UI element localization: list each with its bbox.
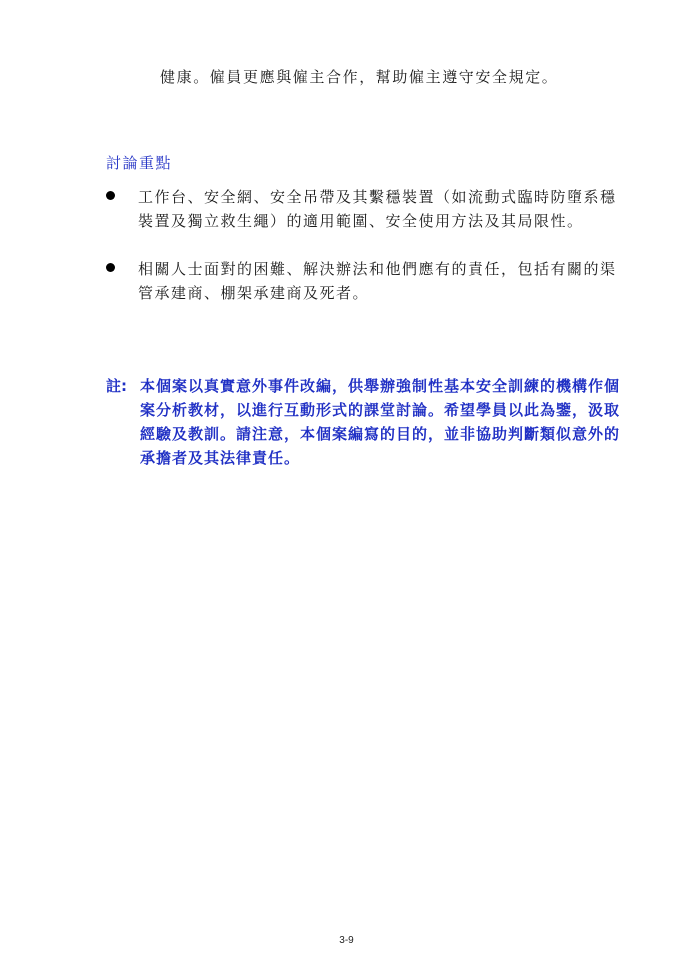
bullet-icon	[106, 263, 115, 272]
bullet-icon	[106, 191, 115, 200]
discussion-points-list	[106, 185, 626, 329]
list-item	[106, 185, 626, 233]
intro-paragraph-tail: 健康。僱員更應與僱主合作，幫助僱主遵守安全規定。	[160, 68, 559, 86]
note-block	[106, 374, 626, 470]
note-text: 本個案以真實意外事件改編，供舉辦強制性基本安全訓練的機構作個案分析教材，以進行互動形式的課堂討論。希望學員以此為鑒，汲取經驗及教訓。請注意，本個案編寫的目的，並非協助判斷類似意外的承擔者及其法律責任。	[140, 377, 621, 467]
list-item-text: 工作台、安全網、安全吊帶及其繫穩裝置（如流動式臨時防墮系穩裝置及獨立救生繩）的適用範圍、安全使用方法及其局限性。	[138, 188, 617, 230]
page-number: 3-9	[339, 935, 354, 946]
section-heading-discussion-points: 討論重點	[106, 154, 173, 172]
list-item	[106, 257, 626, 305]
list-item-text: 相關人士面對的困難、解決辦法和他們應有的責任，包括有關的渠管承建商、棚架承建商及死者。	[138, 260, 617, 302]
note-label: 註:	[106, 377, 127, 395]
